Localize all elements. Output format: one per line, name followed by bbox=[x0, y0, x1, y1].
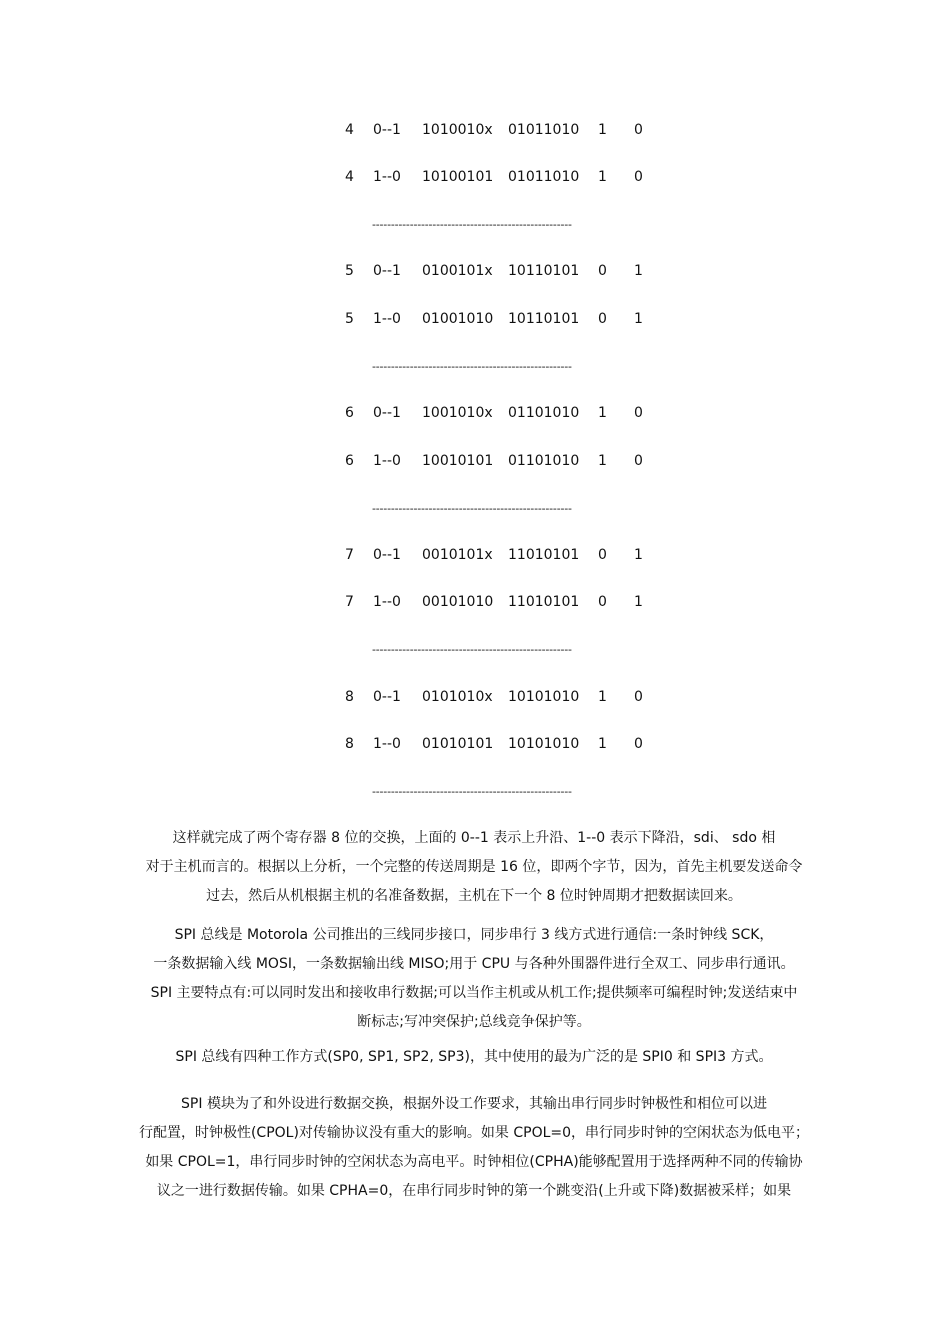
sdi-cell: 01011010 bbox=[508, 122, 580, 138]
table-row bbox=[0, 545, 950, 565]
bit-a-cell: 0 bbox=[598, 311, 607, 327]
sdi-cell: 11010101 bbox=[508, 594, 580, 610]
sdo-cell: 01010101 bbox=[422, 736, 494, 752]
bit-a-cell: 1 bbox=[598, 453, 607, 469]
bit-a-cell: 0 bbox=[598, 594, 607, 610]
bit-a-cell: 1 bbox=[598, 122, 607, 138]
bit-b-cell: 0 bbox=[634, 689, 643, 705]
bit-b-cell: 0 bbox=[634, 122, 643, 138]
paragraph bbox=[138, 1090, 810, 1206]
edge-cell: 1--0 bbox=[373, 311, 401, 327]
table-row bbox=[0, 734, 950, 754]
edge-cell: 0--1 bbox=[373, 689, 401, 705]
sdi-cell: 10110101 bbox=[508, 263, 580, 279]
sdi-cell: 01011010 bbox=[508, 169, 580, 185]
step-cell: 6 bbox=[345, 405, 354, 421]
step-cell: 8 bbox=[345, 736, 354, 752]
edge-cell: 1--0 bbox=[373, 736, 401, 752]
step-cell: 7 bbox=[345, 547, 354, 563]
paragraph-line: 断标志;写冲突保护;总线竞争保护等。 bbox=[357, 1014, 591, 1030]
paragraph-line: SPI 主要特点有:可以同时发出和接收串行数据;可以当作主机或从机工作;提供频率可编程时钟;发送结束中 bbox=[150, 985, 798, 1001]
table-row bbox=[0, 451, 950, 471]
sdo-cell: 0101010x bbox=[422, 689, 493, 705]
sdo-cell: 1010010x bbox=[422, 122, 493, 138]
paragraph-line: 行配置，时钟极性(CPOL)对传输协议没有重大的影响。如果 CPOL=0，串行同步时钟的空闲状态为低电平； bbox=[138, 1125, 810, 1141]
bit-b-cell: 1 bbox=[634, 311, 643, 327]
step-cell: 7 bbox=[345, 594, 354, 610]
table-separator: ----------------------------------------------------- bbox=[372, 644, 572, 656]
sdo-cell: 0010101x bbox=[422, 547, 493, 563]
sdo-cell: 01001010 bbox=[422, 311, 494, 327]
paragraph-line: SPI 总线是 Motorola 公司推出的三线同步接口，同步串行 3 线方式进行通信:一条时钟线 SCK， bbox=[174, 927, 774, 943]
bit-a-cell: 1 bbox=[598, 169, 607, 185]
paragraph-line: 如果 CPOL=1，串行同步时钟的空闲状态为高电平。时钟相位(CPHA)能够配置用于选择两种不同的传输协 bbox=[145, 1154, 803, 1170]
bit-b-cell: 0 bbox=[634, 169, 643, 185]
step-cell: 5 bbox=[345, 263, 354, 279]
table-row bbox=[0, 167, 950, 187]
table-separator: ----------------------------------------------------- bbox=[372, 503, 572, 515]
bit-a-cell: 1 bbox=[598, 689, 607, 705]
bit-a-cell: 1 bbox=[598, 405, 607, 421]
sdi-cell: 10110101 bbox=[508, 311, 580, 327]
bit-b-cell: 1 bbox=[634, 263, 643, 279]
edge-cell: 0--1 bbox=[373, 263, 401, 279]
table-separator: ----------------------------------------------------- bbox=[372, 361, 572, 373]
bit-b-cell: 1 bbox=[634, 594, 643, 610]
bit-a-cell: 0 bbox=[598, 547, 607, 563]
sdo-cell: 10010101 bbox=[422, 453, 494, 469]
sdi-cell: 01101010 bbox=[508, 453, 580, 469]
step-cell: 6 bbox=[345, 453, 354, 469]
sdi-cell: 10101010 bbox=[508, 689, 580, 705]
bit-a-cell: 0 bbox=[598, 263, 607, 279]
table-row bbox=[0, 120, 950, 140]
table-row bbox=[0, 261, 950, 281]
paragraph bbox=[138, 921, 810, 1037]
paragraph-line: 一条数据输入线 MOSI，一条数据输出线 MISO;用于 CPU 与各种外围器件进行全双工、同步串行通讯。 bbox=[153, 956, 795, 972]
table-row bbox=[0, 309, 950, 329]
bit-b-cell: 1 bbox=[634, 547, 643, 563]
sdi-cell: 01101010 bbox=[508, 405, 580, 421]
paragraph-line: 对于主机而言的。根据以上分析，一个完整的传送周期是 16 位，即两个字节，因为，首先主机要发送命令 bbox=[145, 859, 803, 875]
edge-cell: 1--0 bbox=[373, 169, 401, 185]
table-row bbox=[0, 403, 950, 423]
paragraph-line: 过去，然后从机根据主机的名准备数据，主机在下一个 8 位时钟周期才把数据读回来。 bbox=[206, 888, 742, 904]
sdi-cell: 10101010 bbox=[508, 736, 580, 752]
edge-cell: 0--1 bbox=[373, 405, 401, 421]
step-cell: 4 bbox=[345, 169, 354, 185]
table-row bbox=[0, 592, 950, 612]
sdo-cell: 00101010 bbox=[422, 594, 494, 610]
paragraph-line: SPI 总线有四种工作方式(SP0, SP1, SP2, SP3)，其中使用的最为广泛的是 SPI0 和 SPI3 方式。 bbox=[175, 1049, 773, 1065]
sdo-cell: 0100101x bbox=[422, 263, 493, 279]
sdo-cell: 10100101 bbox=[422, 169, 494, 185]
edge-cell: 1--0 bbox=[373, 594, 401, 610]
bit-b-cell: 0 bbox=[634, 453, 643, 469]
step-cell: 5 bbox=[345, 311, 354, 327]
sdo-cell: 1001010x bbox=[422, 405, 493, 421]
bit-a-cell: 1 bbox=[598, 736, 607, 752]
edge-cell: 0--1 bbox=[373, 547, 401, 563]
bit-b-cell: 0 bbox=[634, 405, 643, 421]
sdi-cell: 11010101 bbox=[508, 547, 580, 563]
bit-b-cell: 0 bbox=[634, 736, 643, 752]
paragraph-line: SPI 模块为了和外设进行数据交换，根据外设工作要求，其输出串行同步时钟极性和相位可以进 bbox=[181, 1096, 767, 1112]
step-cell: 8 bbox=[345, 689, 354, 705]
edge-cell: 0--1 bbox=[373, 122, 401, 138]
edge-cell: 1--0 bbox=[373, 453, 401, 469]
paragraph-line: 议之一进行数据传输。如果 CPHA=0，在串行同步时钟的第一个跳变沿(上升或下降)数据被采样；如果 bbox=[156, 1183, 792, 1199]
table-row bbox=[0, 687, 950, 707]
table-separator: ----------------------------------------------------- bbox=[372, 219, 572, 231]
step-cell: 4 bbox=[345, 122, 354, 138]
paragraph bbox=[138, 1043, 810, 1072]
paragraph-line: 这样就完成了两个寄存器 8 位的交换，上面的 0--1 表示上升沿、1--0 表示下降沿，sdi、 sdo 相 bbox=[172, 830, 776, 846]
paragraph bbox=[138, 824, 810, 911]
table-separator: ----------------------------------------------------- bbox=[372, 786, 572, 798]
